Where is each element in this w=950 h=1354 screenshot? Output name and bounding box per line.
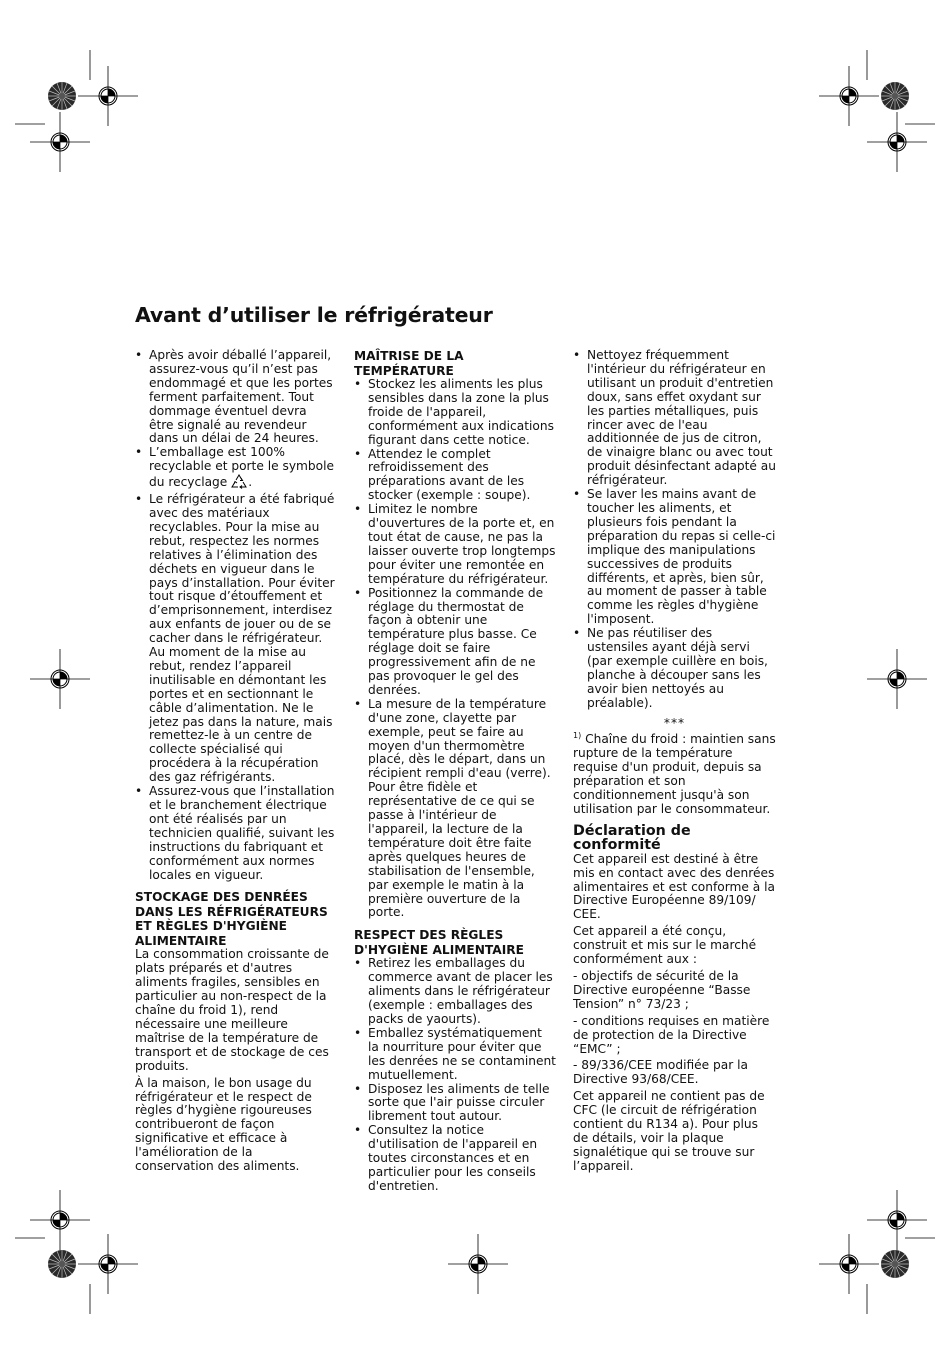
- list-item: • L’emballage est 100% recyclable et porte le symbole du recyclage .: [135, 446, 335, 493]
- list-item: • Nettoyez fréquemment l'intérieur du réfrigérateur en utilisant un produit d'entretien doux, sans effet oxydant sur les parties métalliques, puis rincer avec de l'eau additionnée de jus de citron, de vinaigre blanc ou avec tout produit désinfectant adapté au réfrigérateur.: [573, 349, 776, 488]
- section-heading: RESPECT DES RÈGLES D'HYGIÈNE ALIMENTAIRE: [354, 928, 524, 957]
- declaration-title: Déclaration de conformité: [573, 822, 691, 853]
- starburst-icon: [881, 82, 909, 110]
- list-item: • Assurez-vous que l’installation et le branchement électrique ont été réalisés par un technicien qualifié, suivant les instructions du fabriquant et conformément aux normes locales en vigueur.: [135, 785, 335, 882]
- footnote-text: Chaîne du froid : maintien sans rupture de la température requise d'un produit, depuis sa préparation et son conditionnement jusqu'à son utilisation par le consommateur.: [573, 732, 776, 816]
- footnote-marker: 1): [573, 731, 582, 741]
- list-item: • Attendez le complet refroidissement des préparations avant de les stocker (exemple : soupe).: [354, 448, 556, 504]
- registration-target-icon: [867, 649, 927, 709]
- list-item: • Après avoir déballé l’appareil, assurez-vous qu’il n’est pas endommagé et que les portes ferment parfaitement. Tout dommage éventuel devra être signalé au revendeur dans un délai de 24 heures.: [135, 349, 335, 446]
- paragraph: Cet appareil a été conçu, construit et mis sur le marché conformément aux :: [573, 924, 757, 967]
- column-right: [573, 349, 776, 1174]
- registration-target-icon: [30, 1190, 90, 1250]
- list-item: • Limitez le nombre d'ouvertures de la porte et, en tout état de cause, ne pas la laisser ouverte trop longtemps pour éviter une remontée en température du réfrigérateur.: [354, 503, 556, 586]
- registration-target-icon: [867, 112, 927, 172]
- directive-item: - objectifs de sécurité de la Directive européenne “Basse Tension” n° 73/23 ;: [573, 968, 751, 1011]
- list-item: • Positionnez la commande de réglage du thermostat de façon à obtenir une température plus basse. Ce réglage doit se faire progressivement afin de ne pas provoquer le gel des denrées.: [354, 587, 556, 698]
- list-item: • Consultez la notice d'utilisation de l'appareil en toutes circonstances et en particulier pour les conseils d'entretien.: [354, 1124, 556, 1194]
- footnote: [573, 733, 776, 816]
- registration-target-icon: [78, 66, 138, 126]
- registration-target-icon: [867, 1190, 927, 1250]
- paragraph: À la maison, le bon usage du réfrigérateur et le respect de règles d’hygiène rigoureuses contribueront de façon significative et efficace à l'amélioration de la conservation des aliments.: [135, 1075, 312, 1174]
- registration-target-icon: [30, 112, 90, 172]
- registration-target-icon: [819, 1234, 879, 1294]
- paragraph: La consommation croissante de plats préparés et d'autres aliments fragiles, sensibles en particulier au non-respect de la chaîne du froid 1), rend nécessaire une meilleure maîtrise de la température de transport et de stockage de ces produits.: [135, 947, 329, 1073]
- paragraph: Cet appareil ne contient pas de CFC (le circuit de réfrigération contient du R134 a). Pour plus de détails, voir la plaque signalétique qui se trouve sur l’appareil.: [573, 1089, 765, 1173]
- column-middle: [354, 349, 556, 1194]
- directive-item: - 89/336/CEE modifiée par la Directive 93/68/CEE.: [573, 1058, 748, 1087]
- registration-target-icon: [448, 1234, 508, 1294]
- bullet-list: [354, 378, 556, 920]
- paragraph: Cet appareil est destiné à être mis en contact avec des denrées alimentaires et est conforme à la Directive Européenne 89/109/ CEE.: [573, 851, 775, 922]
- list-item: • Emballez systématiquement la nourriture pour éviter que les denrées ne se contaminent mutuellement.: [354, 1027, 556, 1083]
- registration-target-icon: [78, 1234, 138, 1294]
- starburst-icon: [48, 1250, 76, 1278]
- registration-target-icon: [819, 66, 879, 126]
- list-item: • Retirez les emballages du commerce avant de placer les aliments dans le réfrigérateur (exemple : emballages des packs de yaourts).: [354, 957, 556, 1027]
- bullet-list: [354, 957, 556, 1193]
- starburst-icon: [881, 1250, 909, 1278]
- list-item: • La mesure de la température d'une zone, clayette par exemple, peut se faire au moyen d'un thermomètre placé, dès le départ, dans un récipient rempli d'eau (verre). Pour être fidèle et représentative de ce qui se passe à l'intérieur de l'appareil, la lecture de la température doit être faite après quelques heures de stabilisation de l'ensemble, par exemple le matin à la première ouverture de la porte.: [354, 698, 556, 921]
- registration-target-icon: [30, 649, 90, 709]
- section-heading: STOCKAGE DES DENRÉES DANS LES RÉFRIGÉRATEURS ET RÈGLES D'HYGIÈNE ALIMENTAIRE: [135, 890, 328, 948]
- starburst-icon: [48, 82, 76, 110]
- list-item: • Ne pas réutiliser des ustensiles ayant déjà servi (par exemple cuillère en bois, planche à découper sans les avoir bien nettoyés au préalable).: [573, 627, 776, 710]
- directive-item: - conditions requises en matière de protection de la Directive “EMC” ;: [573, 1013, 770, 1056]
- list-item: • Se laver les mains avant de toucher les aliments, et plusieurs fois pendant la préparation du repas si celle-ci implique des manipulations successives de produits différents, et après, bien sûr, au moment de passer à table comme les règles d'hygiène l'imposent.: [573, 488, 776, 627]
- list-item: • Stockez les aliments les plus sensibles dans la zone la plus froide de l'appareil, conformément aux indications figurant dans cette notice.: [354, 378, 556, 448]
- list-item: • Le réfrigérateur a été fabriqué avec des matériaux recyclables. Pour la mise au rebut, respectez les normes relatives à l’élimination des déchets en vigueur dans le pays d’installation. Pour éviter tout risque d’étouffement et d’emprisonnement, interdisez aux enfants de jouer ou de se cacher dans le réfrigérateur. Au moment de la mise au rebut, rendez l’appareil inutilisable en démontant les portes et en sectionnant le câble d’alimentation. Ne le jetez pas dans la nature, mais remettez-le à un centre de collecte spécialisé qui procédera à la récupération des gaz réfrigérants.: [135, 493, 335, 785]
- separator: ***: [663, 715, 686, 730]
- bullet-list: [573, 349, 776, 711]
- page-title: Avant d’utiliser le réfrigérateur: [135, 303, 493, 327]
- recycle-icon: [230, 474, 248, 493]
- column-left: [135, 349, 335, 1174]
- bullet-list: [135, 349, 335, 882]
- list-item: • Disposez les aliments de telle sorte que l'air puisse circuler librement tout autour.: [354, 1083, 556, 1125]
- section-heading: MAÎTRISE DE LA TEMPÉRATURE: [354, 349, 464, 378]
